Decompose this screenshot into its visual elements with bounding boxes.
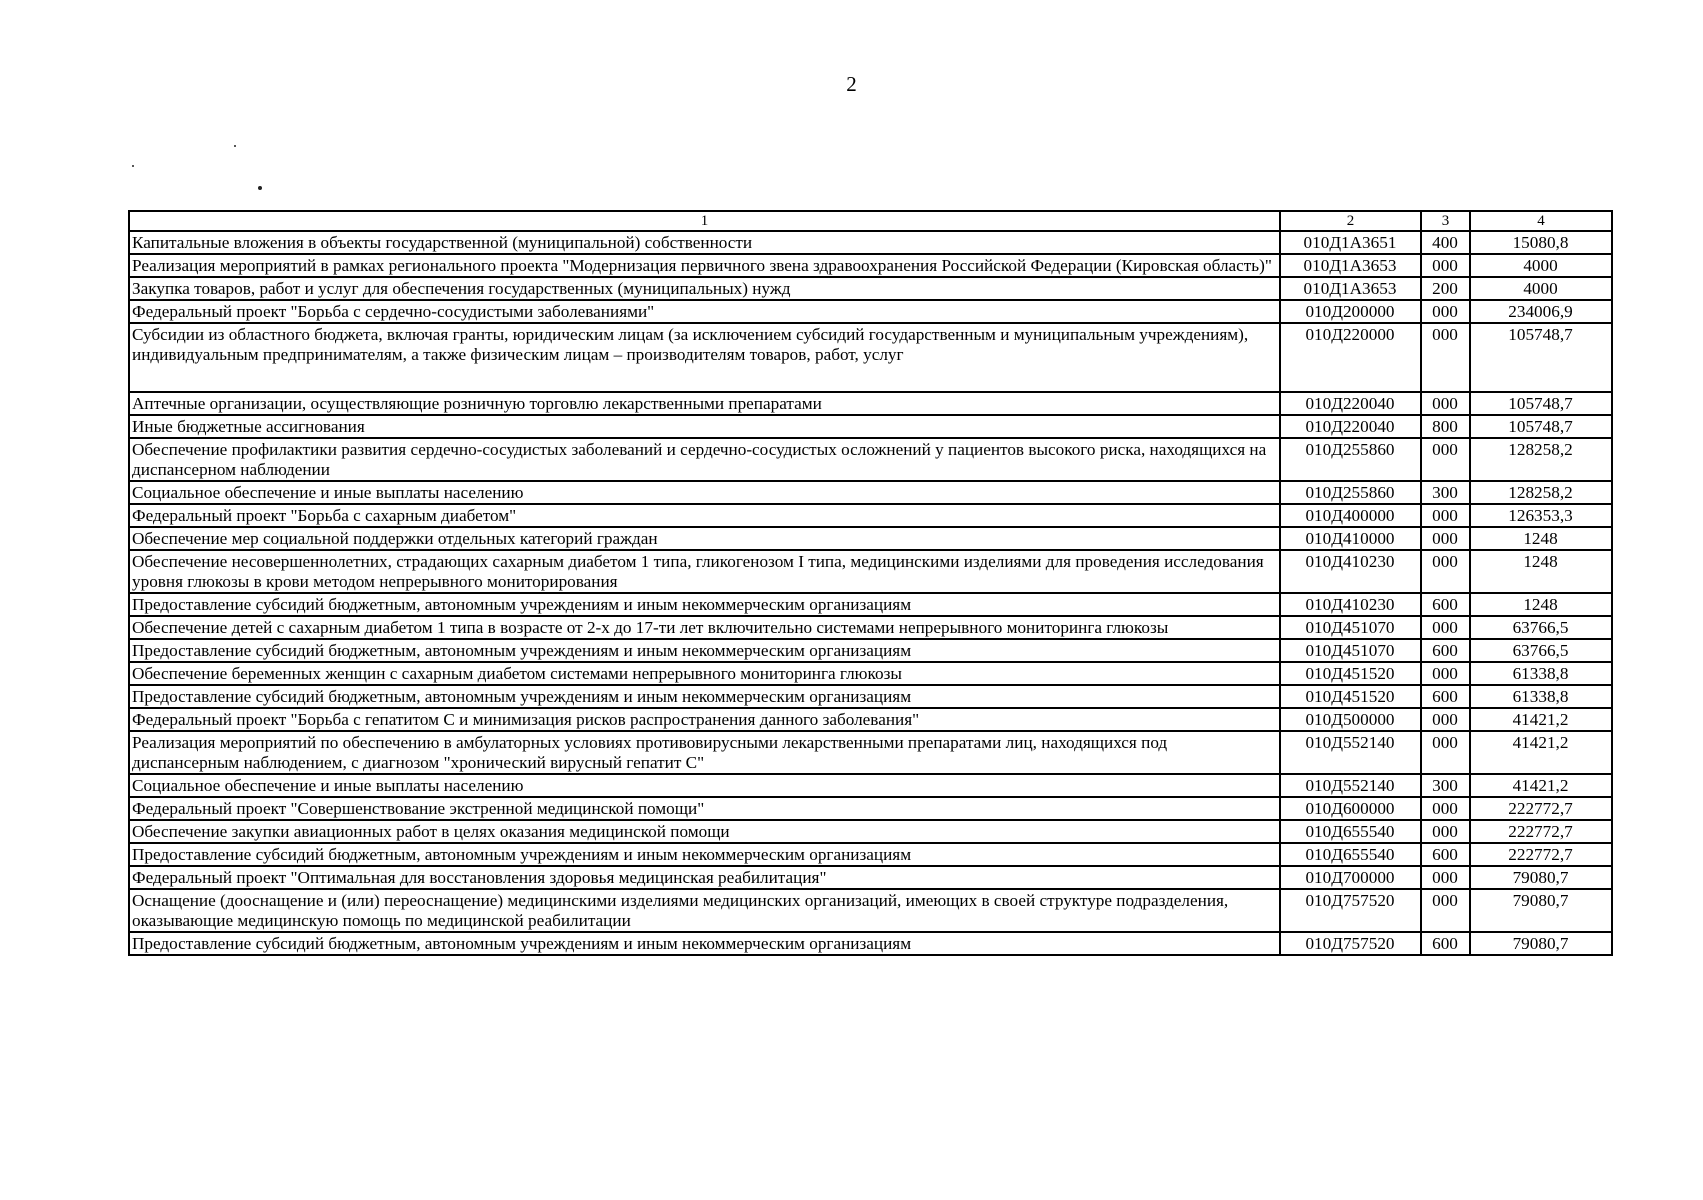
row-code-cell: 010Д410000 (1280, 527, 1421, 550)
budget-table (128, 210, 1613, 956)
row-code-cell: 010Д200000 (1280, 300, 1421, 323)
row-kind-cell: 000 (1421, 300, 1470, 323)
row-code-cell: 010Д1А3653 (1280, 277, 1421, 300)
table-row (129, 392, 1612, 415)
row-amount-cell: 63766,5 (1470, 639, 1612, 662)
table-row (129, 254, 1612, 277)
row-kind-cell: 600 (1421, 932, 1470, 955)
row-kind-cell: 400 (1421, 231, 1470, 254)
row-amount-cell: 1248 (1470, 550, 1612, 593)
row-code-cell: 010Д1А3651 (1280, 231, 1421, 254)
row-kind-cell: 000 (1421, 438, 1470, 481)
table-row (129, 639, 1612, 662)
table-row (129, 662, 1612, 685)
row-kind-cell: 000 (1421, 254, 1470, 277)
row-kind-cell: 300 (1421, 481, 1470, 504)
header-col-1: 1 (129, 211, 1280, 231)
row-name-cell: Федеральный проект "Борьба с сердечно-сосудистыми заболеваниями" (129, 300, 1280, 323)
row-name-cell: Обеспечение закупки авиационных работ в целях оказания медицинской помощи (129, 820, 1280, 843)
row-amount-cell: 79080,7 (1470, 889, 1612, 932)
row-amount-cell: 79080,7 (1470, 866, 1612, 889)
table-row (129, 820, 1612, 843)
table-row (129, 323, 1612, 392)
row-amount-cell: 126353,3 (1470, 504, 1612, 527)
row-code-cell: 010Д655540 (1280, 843, 1421, 866)
table-header-row (129, 211, 1612, 231)
row-amount-cell: 61338,8 (1470, 685, 1612, 708)
row-name-cell: Обеспечение беременных женщин с сахарным диабетом системами непрерывного мониторинга глюкозы (129, 662, 1280, 685)
row-amount-cell: 1248 (1470, 527, 1612, 550)
row-amount-cell: 222772,7 (1470, 797, 1612, 820)
table-row (129, 504, 1612, 527)
row-kind-cell: 600 (1421, 685, 1470, 708)
row-name-cell: Предоставление субсидий бюджетным, автономным учреждениям и иным некоммерческим организациям (129, 593, 1280, 616)
row-code-cell: 010Д220040 (1280, 392, 1421, 415)
table-row (129, 527, 1612, 550)
table-row (129, 550, 1612, 593)
row-code-cell: 010Д552140 (1280, 774, 1421, 797)
row-code-cell: 010Д451070 (1280, 616, 1421, 639)
row-amount-cell: 61338,8 (1470, 662, 1612, 685)
row-code-cell: 010Д1А3653 (1280, 254, 1421, 277)
row-kind-cell: 000 (1421, 616, 1470, 639)
row-code-cell: 010Д255860 (1280, 481, 1421, 504)
row-name-cell: Федеральный проект "Борьба с гепатитом С и минимизация рисков распространения данного заболевания" (129, 708, 1280, 731)
row-name-cell: Обеспечение профилактики развития сердечно-сосудистых заболеваний и сердечно-сосудистых осложнений у пациентов высокого риска, находящихся на диспансерном наблюдении (129, 438, 1280, 481)
row-code-cell: 010Д655540 (1280, 820, 1421, 843)
row-amount-cell: 15080,8 (1470, 231, 1612, 254)
table-row (129, 616, 1612, 639)
row-code-cell: 010Д451520 (1280, 685, 1421, 708)
row-name-cell: Реализация мероприятий по обеспечению в амбулаторных условиях противовирусными лекарственными препаратами лиц, находящихся под диспансерным наблюдением, с диагнозом "хронический вирусный гепатит С" (129, 731, 1280, 774)
row-code-cell: 010Д757520 (1280, 932, 1421, 955)
row-kind-cell: 000 (1421, 392, 1470, 415)
row-code-cell: 010Д255860 (1280, 438, 1421, 481)
row-amount-cell: 1248 (1470, 593, 1612, 616)
row-kind-cell: 000 (1421, 662, 1470, 685)
row-amount-cell: 234006,9 (1470, 300, 1612, 323)
row-code-cell: 010Д220000 (1280, 323, 1421, 392)
scan-speck (132, 165, 134, 167)
row-kind-cell: 000 (1421, 797, 1470, 820)
row-amount-cell: 4000 (1470, 254, 1612, 277)
row-kind-cell: 300 (1421, 774, 1470, 797)
row-name-cell: Социальное обеспечение и иные выплаты населению (129, 774, 1280, 797)
table-row (129, 843, 1612, 866)
row-amount-cell: 63766,5 (1470, 616, 1612, 639)
row-code-cell: 010Д451070 (1280, 639, 1421, 662)
table-row (129, 415, 1612, 438)
row-code-cell: 010Д757520 (1280, 889, 1421, 932)
row-kind-cell: 000 (1421, 731, 1470, 774)
row-code-cell: 010Д552140 (1280, 731, 1421, 774)
row-kind-cell: 000 (1421, 820, 1470, 843)
row-amount-cell: 41421,2 (1470, 731, 1612, 774)
row-code-cell: 010Д410230 (1280, 593, 1421, 616)
row-name-cell: Предоставление субсидий бюджетным, автономным учреждениям и иным некоммерческим организациям (129, 685, 1280, 708)
row-code-cell: 010Д220040 (1280, 415, 1421, 438)
row-amount-cell: 105748,7 (1470, 415, 1612, 438)
row-name-cell: Федеральный проект "Совершенствование экстренной медицинской помощи" (129, 797, 1280, 820)
row-amount-cell: 41421,2 (1470, 708, 1612, 731)
table-row (129, 593, 1612, 616)
table-row (129, 774, 1612, 797)
row-kind-cell: 000 (1421, 708, 1470, 731)
table-row (129, 685, 1612, 708)
row-name-cell: Оснащение (дооснащение и (или) переоснащение) медицинскими изделиями медицинских организаций, имеющих в своей структуре подразделения, оказывающие медицинскую помощь по медицинской реабилитации (129, 889, 1280, 932)
row-amount-cell: 128258,2 (1470, 438, 1612, 481)
row-name-cell: Предоставление субсидий бюджетным, автономным учреждениям и иным некоммерческим организациям (129, 932, 1280, 955)
row-kind-cell: 000 (1421, 527, 1470, 550)
scan-speck (234, 145, 236, 147)
row-name-cell: Закупка товаров, работ и услуг для обеспечения государственных (муниципальных) нужд (129, 277, 1280, 300)
table-row (129, 300, 1612, 323)
row-kind-cell: 600 (1421, 593, 1470, 616)
row-name-cell: Капитальные вложения в объекты государственной (муниципальной) собственности (129, 231, 1280, 254)
row-name-cell: Предоставление субсидий бюджетным, автономным учреждениям и иным некоммерческим организациям (129, 843, 1280, 866)
table-row (129, 866, 1612, 889)
row-amount-cell: 105748,7 (1470, 392, 1612, 415)
table-row (129, 932, 1612, 955)
row-kind-cell: 800 (1421, 415, 1470, 438)
row-name-cell: Обеспечение несовершеннолетних, страдающих сахарным диабетом 1 типа, гликогенозом I типа, медицинскими изделиями для проведения исследования уровня глюкозы в крови методом непрерывного мониторирования (129, 550, 1280, 593)
row-kind-cell: 000 (1421, 504, 1470, 527)
row-name-cell: Социальное обеспечение и иные выплаты населению (129, 481, 1280, 504)
table-row (129, 731, 1612, 774)
row-kind-cell: 000 (1421, 866, 1470, 889)
row-code-cell: 010Д700000 (1280, 866, 1421, 889)
header-col-2: 2 (1280, 211, 1421, 231)
row-amount-cell: 105748,7 (1470, 323, 1612, 392)
row-kind-cell: 600 (1421, 639, 1470, 662)
row-amount-cell: 41421,2 (1470, 774, 1612, 797)
row-code-cell: 010Д410230 (1280, 550, 1421, 593)
header-col-4: 4 (1470, 211, 1612, 231)
table-row (129, 708, 1612, 731)
row-name-cell: Аптечные организации, осуществляющие розничную торговлю лекарственными препаратами (129, 392, 1280, 415)
table-row (129, 231, 1612, 254)
row-amount-cell: 128258,2 (1470, 481, 1612, 504)
table-row (129, 797, 1612, 820)
row-name-cell: Обеспечение мер социальной поддержки отдельных категорий граждан (129, 527, 1280, 550)
row-kind-cell: 600 (1421, 843, 1470, 866)
row-code-cell: 010Д451520 (1280, 662, 1421, 685)
row-name-cell: Федеральный проект "Оптимальная для восстановления здоровья медицинская реабилитация" (129, 866, 1280, 889)
row-kind-cell: 000 (1421, 323, 1470, 392)
row-amount-cell: 4000 (1470, 277, 1612, 300)
header-col-3: 3 (1421, 211, 1470, 231)
row-name-cell: Реализация мероприятий в рамках регионального проекта "Модернизация первичного звена здравоохранения Российской Федерации (Кировская область)" (129, 254, 1280, 277)
row-name-cell: Предоставление субсидий бюджетным, автономным учреждениям и иным некоммерческим организациям (129, 639, 1280, 662)
row-amount-cell: 79080,7 (1470, 932, 1612, 955)
row-name-cell: Иные бюджетные ассигнования (129, 415, 1280, 438)
table-row (129, 438, 1612, 481)
row-code-cell: 010Д400000 (1280, 504, 1421, 527)
row-kind-cell: 000 (1421, 550, 1470, 593)
scan-speck (258, 186, 262, 190)
row-amount-cell: 222772,7 (1470, 820, 1612, 843)
row-kind-cell: 200 (1421, 277, 1470, 300)
row-code-cell: 010Д500000 (1280, 708, 1421, 731)
row-amount-cell: 222772,7 (1470, 843, 1612, 866)
table-row (129, 277, 1612, 300)
row-name-cell: Обеспечение детей с сахарным диабетом 1 типа в возрасте от 2-х до 17-ти лет включительно системами непрерывного мониторинга глюкозы (129, 616, 1280, 639)
table-row (129, 889, 1612, 932)
row-code-cell: 010Д600000 (1280, 797, 1421, 820)
page-number: 2 (846, 72, 857, 96)
table-row (129, 481, 1612, 504)
row-kind-cell: 000 (1421, 889, 1470, 932)
row-name-cell: Федеральный проект "Борьба с сахарным диабетом" (129, 504, 1280, 527)
row-name-cell: Субсидии из областного бюджета, включая гранты, юридическим лицам (за исключением субсидий государственным и муниципальным учреждениям), индивидуальным предпринимателям, а также физическим лицам – производителям товаров, работ, услуг (129, 323, 1280, 392)
